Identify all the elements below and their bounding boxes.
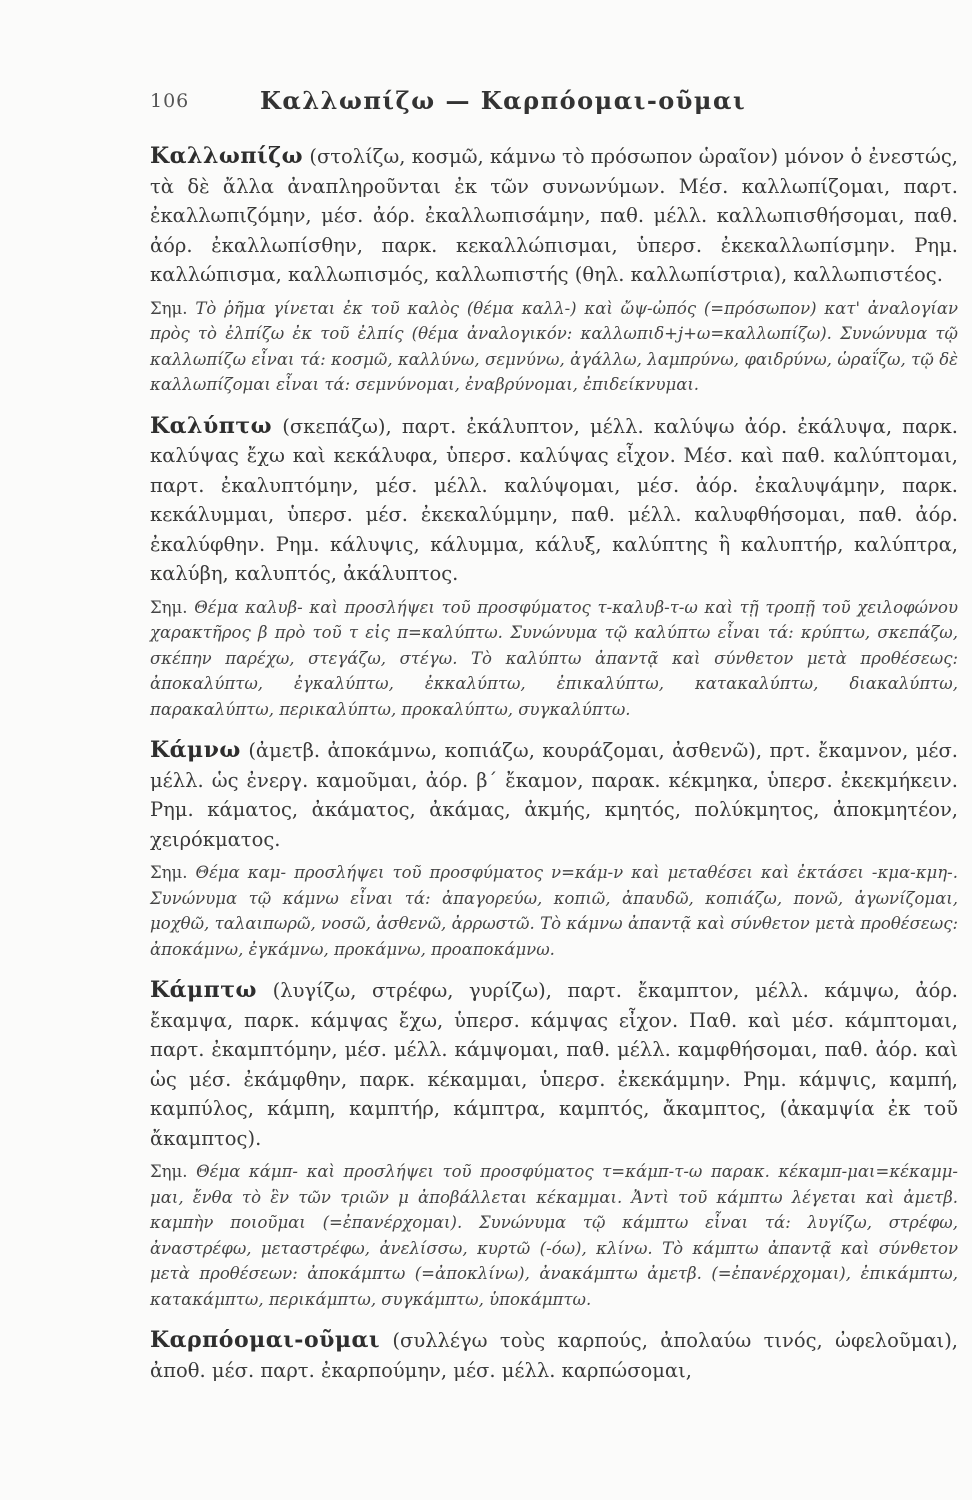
headword: Καρπόομαι-οῦμαι	[150, 1327, 381, 1353]
running-title: Καλλωπίζω — Καρπόομαι-οῦμαι	[260, 86, 747, 115]
page-header	[150, 86, 910, 122]
entry-note	[150, 1159, 958, 1312]
entry-karpoomai	[150, 1326, 958, 1385]
note-label: Σημ.	[150, 863, 188, 882]
note-text: Θέμα καμ- προσλήψει τοῦ προσφύματος ν=κάμ-ν καὶ μεταθέσει καὶ ἐκτάσει -κμα-κμη-. Συνώνυμα τῷ κάμνω εἶναι τά: ἀπαγορεύω, κοπιῶ, ἀπαυδῶ, κοπιάζω, πονῶ, ἀγωνίζομαι, μοχθῶ, ταλαιπωρῶ, νοσῶ, ἀσθενῶ, ἀρρωστῶ. Τὸ κάμνω ἀπαντᾷ καὶ σύνθετον μετὰ προθέσεως: ἀποκάμνω, ἐγκάμνω, προκάμνω, προαποκάμνω.	[150, 863, 958, 959]
headword: Κάμπτω	[150, 977, 258, 1003]
headword: Κάμνω	[150, 737, 241, 763]
entry-text: (σκεπάζω), παρτ. ἐκάλυπτον, μέλλ. καλύψω ἀόρ. ἐκάλυψα, παρκ. καλύψας ἔχω καὶ κεκάλυφα, ὑπερσ. καλύψας εἶχον. Μέσ. καὶ παθ. καλύπτομαι, παρτ. ἐκαλυπτόμην, μέσ. μέλλ. καλύψομαι, μέσ. ἀόρ. ἐκαλυψάμην, παρκ. κεκάλυμμαι, ὑπερσ. μέσ. ἐκεκαλύμμην, παθ. μέλλ. καλυφθήσομαι, παθ. ἀόρ. ἐκαλύφθην. Ρημ. κάλυψις, κάλυμμα, κάλυξ, καλύπτης ἢ καλυπτήρ, καλύπτρα, καλύβη, καλυπτός, ἀκάλυπτος.	[150, 414, 958, 585]
entry-note	[150, 296, 958, 398]
page-number: 106	[150, 90, 190, 112]
headword: Καλλωπίζω	[150, 143, 304, 169]
entry-text: (ἀμετβ. ἀποκάμνω, κοπιάζω, κουράζομαι, ἀσθενῶ), πρτ. ἔκαμνον, μέσ. μέλλ. ὡς ἐνεργ. καμοῦμαι, ἀόρ. β΄ ἔκαμον, παρακ. κέκμηκα, ὑπερσ. ἐκεκμήκειν. Ρημ. κάματος, ἀκάματος, ἀκάμας, ἀκμής, κμητός, πολύκμητος, ἀποκμητέον, χειρόκματος.	[150, 739, 958, 851]
note-label: Σημ.	[150, 597, 188, 617]
entry-text: (λυγίζω, στρέφω, γυρίζω), παρτ. ἔκαμπτον, μέλλ. κάμψω, ἀόρ. ἔκαμψα, παρκ. κάμψας ἔχω, ὑπερσ. κάμψας εἶχον. Παθ. καὶ μέσ. κάμπτομαι, παρτ. ἐκαμπτόμην, μέσ. μέλλ. κάμψομαι, παθ. μέλλ. καμφθήσομαι, παθ. ἀόρ. καὶ ὡς μέσ. ἐκάμφθην, παρκ. κέκαμμαι, ὑπερσ. ἐκεκάμμην. Ρημ. κάμψις, καμπή, καμπύλος, κάμπη, καμπτήρ, κάμπτρα, καμπτός, ἄκαμπτος, (ἀκαμψία ἐκ τοῦ ἄκαμπτος).	[150, 979, 958, 1150]
entry-kalypto	[150, 412, 958, 589]
entry-note	[150, 860, 958, 962]
entry-text: (στολίζω, κοσμῶ, κάμνω τὸ πρόσωπον ὡραῖον) μόνον ὁ ἐνεστώς, τὰ δὲ ἄλλα ἀναπληροῦνται ἐκ τῶν συνωνύμων. Μέσ. καλλωπίζομαι, παρτ. ἐκαλλωπιζόμην, μέσ. ἀόρ. ἐκαλλωπισάμην, παθ. μέλλ. καλλωπισθήσομαι, παθ. ἀόρ. ἐκαλλωπίσθην, παρκ. κεκαλλώπισμαι, ὑπερσ. ἐκεκαλλωπίσμην. Ρημ. καλλώπισμα, καλλωπισμός, καλλωπιστής (θηλ. καλλωπίστρια), καλλωπιστέος.	[150, 145, 958, 286]
entry-text: (συλλέγω τοὺς καρπούς, ἀπολαύω τινός, ὠφελοῦμαι), ἀποθ. μέσ. παρτ. ἐκαρπούμην, μέσ. μέλλ. καρπώσομαι,	[150, 1329, 959, 1382]
note-label: Σημ.	[150, 298, 188, 318]
headword: Καλύπτω	[150, 412, 273, 439]
page-body	[150, 142, 958, 1391]
entry-kallopizo	[150, 142, 958, 290]
entry-kamno	[150, 736, 958, 854]
note-text: Θέμα καλυβ- καὶ προσλήψει τοῦ προσφύματος τ-καλυβ-τ-ω καὶ τῇ τροπῇ τοῦ χειλοφώνου χαρακτῆρος β πρὸ τοῦ τ εἰς π=καλύπτω. Συνώνυμα τῷ καλύπτω εἶναι τά: κρύπτω, σκεπάζω, σκέπην παρέχω, στεγάζω, στέγω. Τὸ καλύπτω ἀπαντᾷ καὶ σύνθετον μετὰ προθέσεως: ἀποκαλύπτω, ἐγκαλύπτω, ἐκκαλύπτω, ἐπικαλύπτω, κατακαλύπτω, διακαλύπτω, παρακαλύπτω, περικαλύπτω, προκαλύπτω, συγκαλύπτω.	[150, 597, 959, 719]
entry-kampto	[150, 976, 958, 1153]
note-text: Τὸ ῥῆμα γίνεται ἐκ τοῦ καλὸς (θέμα καλλ-) καὶ ὤψ-ὠπός (=πρόσωπον) κατ' ἀναλογίαν πρὸς τὸ ἐλπίζω ἐκ τοῦ ἐλπίς (θέμα ἀναλογικόν: καλλωπιδ+j+ω=καλλωπίζω). Συνώνυμα τῷ καλλωπίζω εἶναι τά: κοσμῶ, καλλύνω, σεμνύνω, ἀγάλλω, λαμπρύνω, φαιδρύνω, ὡραΐζω, τῷ δὲ καλλωπίζομαι εἶναι τά: σεμνύνομαι, ἐναβρύνομαι, ἐπιδείκνυμαι.	[150, 298, 958, 394]
note-label: Σημ.	[150, 1162, 188, 1181]
note-text: Θέμα κάμπ- καὶ προσλήψει τοῦ προσφύματος τ=κάμπ-τ-ω παρακ. κέκαμπ-μαι=κέκαμμ-μαι, ἔνθα τὸ ἓν τῶν τριῶν μ ἀποβάλλεται κέκαμμαι. Ἀντὶ τοῦ κάμπτω λέγεται καὶ ἀμετβ. καμπὴν ποιοῦμαι (=ἐπανέρχομαι). Συνώνυμα τῷ κάμπτω εἶναι τά: λυγίζω, στρέφω, ἀναστρέφω, μεταστρέφω, ἀνελίσσω, κυρτῶ (-όω), κλίνω. Τὸ κάμπτω ἀπαντᾷ καὶ σύνθετον μετὰ προθέσεων: ἀποκάμπτω (=ἀποκλίνω), ἀνακάμπτω ἀμετβ. (=ἐπανέρχομαι), ἐπικάμπτω, κατακάμπτω, περικάμπτω, συγκάμπτω, ὑποκάμπτω.	[150, 1162, 958, 1309]
entry-note	[150, 595, 958, 723]
